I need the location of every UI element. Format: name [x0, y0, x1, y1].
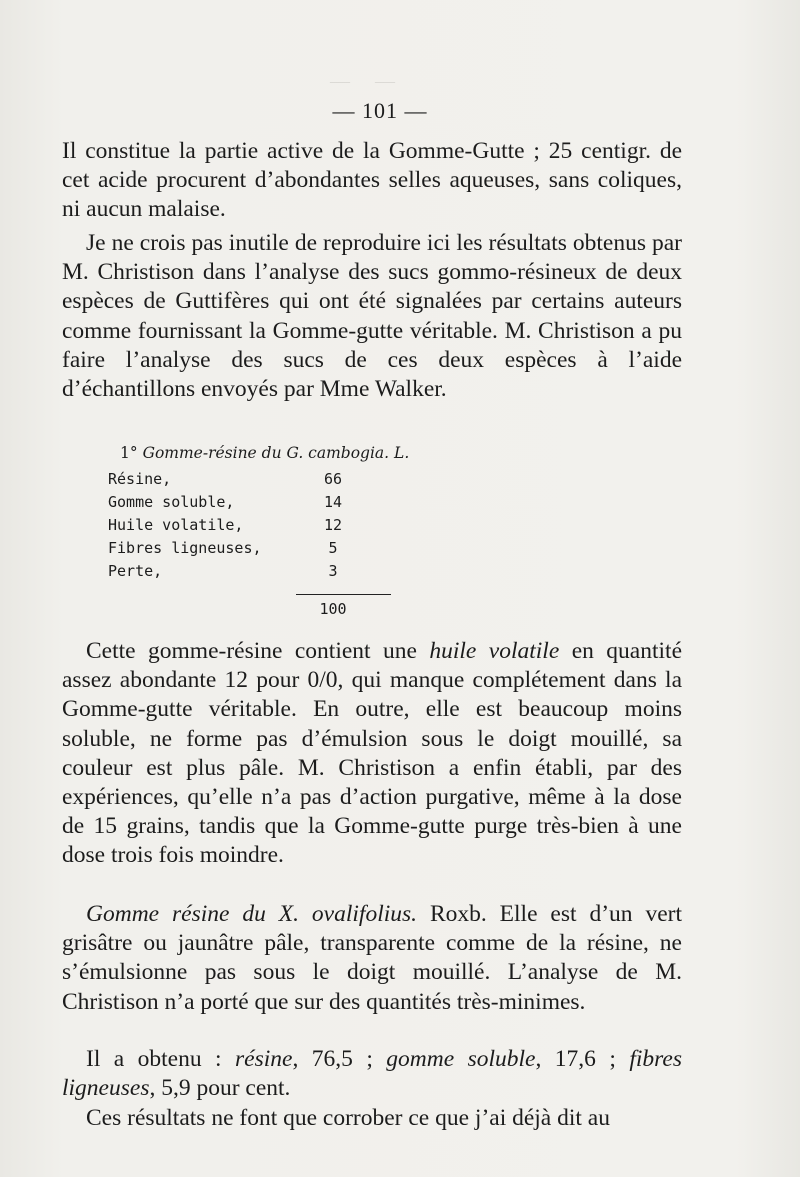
- table-row: [108, 539, 408, 562]
- row-value: 5: [328, 539, 338, 557]
- paragraph-5: [62, 1045, 682, 1103]
- paragraph-2: Je ne crois pas inutile de reproduire ici les résultats obtenus par M. Christison dans l’analyse des sucs gommo-résineux de deux espèces de Guttifères qui ont été signalées par certains auteurs comme fournissant la Gomme-gutte véritable. M. Christison a pu faire l’analyse des sucs de ces deux espèces à l’aide d’échantillons envoyés par Mme Walker.: [62, 230, 682, 403]
- p5-text-d: , 5,9 pour cent.: [149, 1075, 291, 1102]
- p3-text-b: en quantité assez abondante 12 pour 0/0, qui manque complétement dans la Gomme-gutte véritable. En outre, elle est beaucoup moins soluble, ne forme pas d’émulsion sous le doigt mouillé, sa couleur est plus pâle. M. Christison a enfin établi, par des expériences, qu’elle n’a pas d’action purgative, même à la dose de 15 grains, tandis que la Gomme-gutte purge très-bien à une dose trois fois moindre.: [62, 638, 682, 869]
- paragraph-1: Il constitue la partie active de la Gomme-Gutte ; 25 centigr. de cet acide procurent d’abondantes selles aqueuses, sans coliques, ni aucun malaise.: [62, 138, 682, 223]
- row-label: Fibres ligneuses,: [108, 539, 262, 557]
- p3-emphasis: huile volatile: [429, 638, 560, 664]
- p5-emphasis-2: gomme soluble: [386, 1046, 536, 1072]
- row-value: 3: [328, 562, 338, 580]
- row-label: Perte,: [108, 562, 163, 580]
- p5-text-b: , 76,5 ;: [292, 1046, 387, 1072]
- row-value: 12: [323, 516, 343, 534]
- paragraph-6: Ces résultats ne font que corrober ce que j’ai déjà dit au: [86, 1105, 610, 1131]
- p5-text-c: , 17,6 ;: [535, 1046, 630, 1072]
- table-row: [108, 562, 408, 585]
- paragraph-3: [62, 637, 682, 871]
- row-value: 66: [323, 470, 343, 488]
- row-value: 14: [323, 493, 343, 511]
- table-total: 100: [319, 600, 347, 618]
- table-row: [108, 470, 408, 493]
- paragraph-4: [62, 900, 682, 1017]
- row-label: Résine,: [108, 470, 172, 488]
- p4-emphasis: Gomme résine du X. ovalifolius.: [86, 901, 418, 927]
- total-rule: [296, 594, 391, 595]
- row-label: Gomme soluble,: [108, 493, 235, 511]
- row-label: Huile volatile,: [108, 516, 244, 534]
- table-row: [108, 516, 408, 539]
- p5-text-a: Il a obtenu :: [86, 1046, 236, 1072]
- heading-number: 1°: [120, 444, 138, 462]
- p4-text: Roxb. Elle est d’un vert grisâtre ou jaunâtre pâle, transparente comme de la résine, ne s’émulsionne pas sous le doigt mouillé. L’analyse de M. Christison n’a porté que sur des quantités très-minimes.: [62, 901, 682, 1015]
- analysis-table: [108, 470, 408, 618]
- show-through: — —: [330, 70, 395, 92]
- heading-text: Gomme-résine du G. cambogia. L.: [142, 444, 410, 462]
- p3-text-a: Cette gomme-résine contient une: [86, 638, 430, 664]
- p5-emphasis-3: fibres ligneuses: [62, 1046, 683, 1102]
- analysis-heading: [120, 444, 409, 462]
- page-number: — 101 —: [332, 98, 428, 123]
- p5-emphasis-1: résine: [235, 1046, 293, 1072]
- table-row: [108, 493, 408, 516]
